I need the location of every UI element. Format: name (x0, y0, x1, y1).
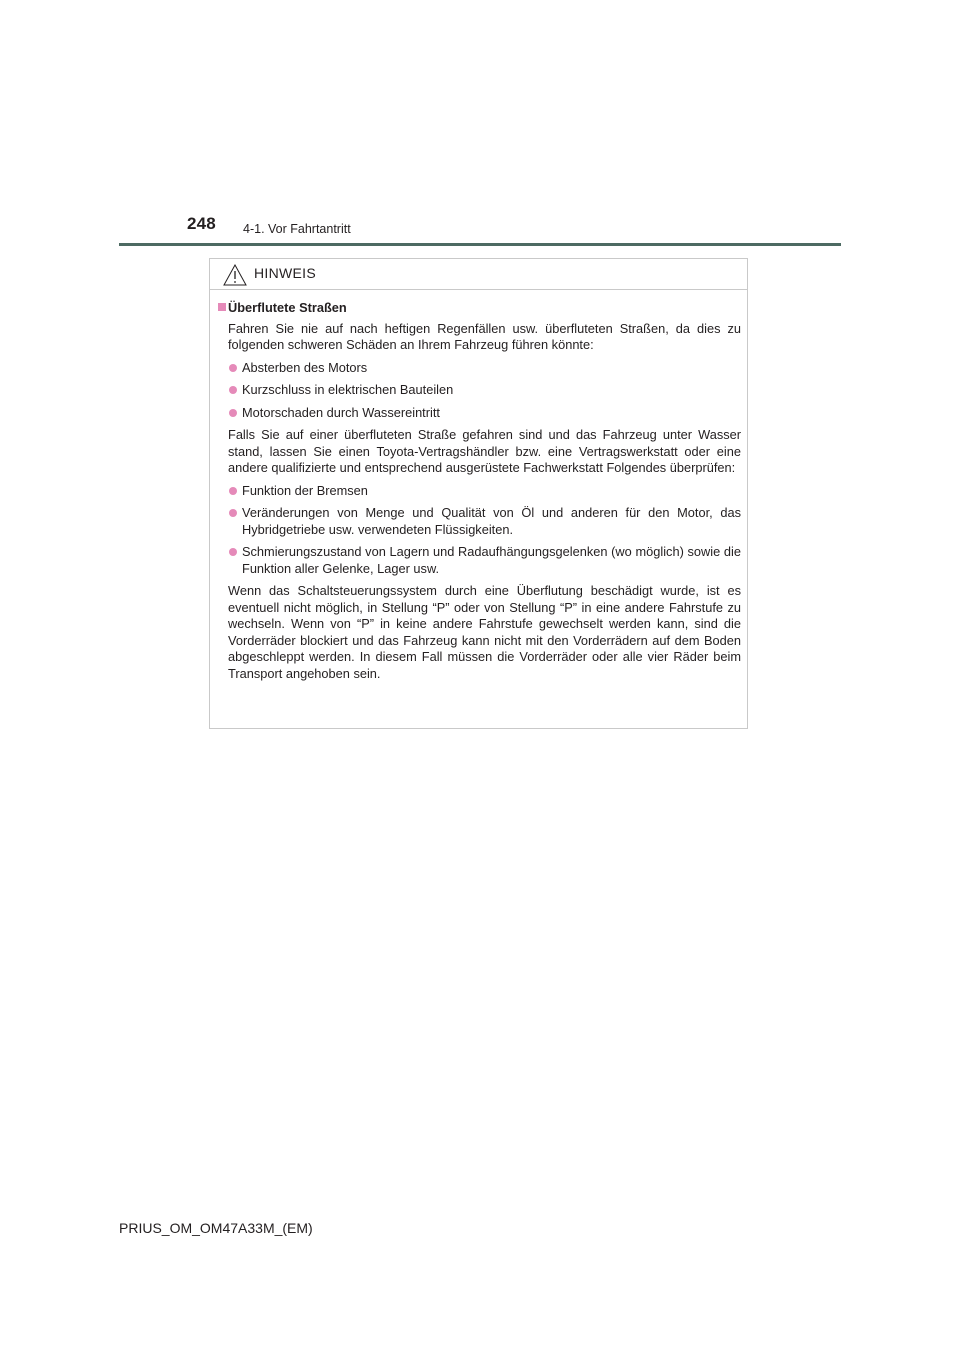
closing-paragraph: Wenn das Schaltsteuerungssystem durch eine Überflutung beschädigt wurde, ist es eventuell nicht möglich, in Stellung “P” oder von Stellung “P” in eine andere Fahrstufe zu wechseln. Wenn von “P” in keine andere Fahrstufe gewechselt werden kann, sind die Vorderräder blockiert und das Fahrzeug kann nicht mit den Vorderrädern auf dem Boden abgeschleppt werden. In diesem Fall müssen die Vorderräder oder alle vier Räder beim Transport angehoben sein. (228, 583, 741, 681)
round-bullet-icon (229, 409, 237, 417)
round-bullet-icon (229, 548, 237, 556)
round-bullet-icon (229, 386, 237, 394)
list-item-text: Veränderungen von Menge und Qualität von Öl und anderen für den Motor, das Hybridgetriebe usw. verwendeten Flüssigkeiten. (242, 505, 741, 537)
intro-paragraph: Fahren Sie nie auf nach heftigen Regenfällen usw. überfluteten Straßen, da dies zu folgenden schweren Schäden an Ihrem Fahrzeug führen könnte: (228, 320, 741, 352)
round-bullet-icon (229, 509, 237, 517)
list-item-text: Funktion der Bremsen (242, 482, 368, 498)
list-item-text: Absterben des Motors (242, 359, 368, 375)
header-rule (119, 243, 841, 246)
page-number: 248 (187, 214, 216, 233)
notice-content (218, 300, 741, 688)
document-code: PRIUS_OM_OM47A33M_(EM) (119, 1220, 313, 1236)
round-bullet-icon (229, 364, 237, 372)
warning-triangle-icon (223, 264, 247, 286)
list-item (218, 483, 741, 500)
section-title: 4-1. Vor Fahrtantritt (243, 222, 351, 236)
notice-heading-text: Überflutete Straßen (228, 300, 347, 315)
list-item (218, 405, 741, 422)
notice-box (209, 258, 748, 729)
notice-title: HINWEIS (254, 265, 316, 281)
list-item (218, 360, 741, 377)
list-item (218, 505, 741, 538)
list-item (218, 544, 741, 577)
list-item (218, 382, 741, 399)
list-item-text: Motorschaden durch Wassereintritt (242, 404, 440, 420)
notice-header (210, 259, 747, 290)
check-intro-paragraph: Falls Sie auf einer überfluteten Straße gefahren sind und das Fahrzeug unter Wasser stand, lassen Sie einen Toyota-Vertragshändler bzw. eine Vertragswerkstatt oder eine andere qualifizierte und entsprechend ausgerüstete Fachwerkstatt Folgendes überprüfen: (228, 427, 741, 475)
round-bullet-icon (229, 487, 237, 495)
list-item-text: Kurzschluss in elektrischen Bauteilen (242, 382, 454, 397)
square-bullet-icon (218, 303, 226, 311)
list-item-text: Schmierungszustand von Lagern und Radaufhängungsgelenken (wo möglich) sowie die Funktion aller Gelenke, Lager usw. (242, 544, 741, 576)
notice-heading (218, 300, 741, 317)
